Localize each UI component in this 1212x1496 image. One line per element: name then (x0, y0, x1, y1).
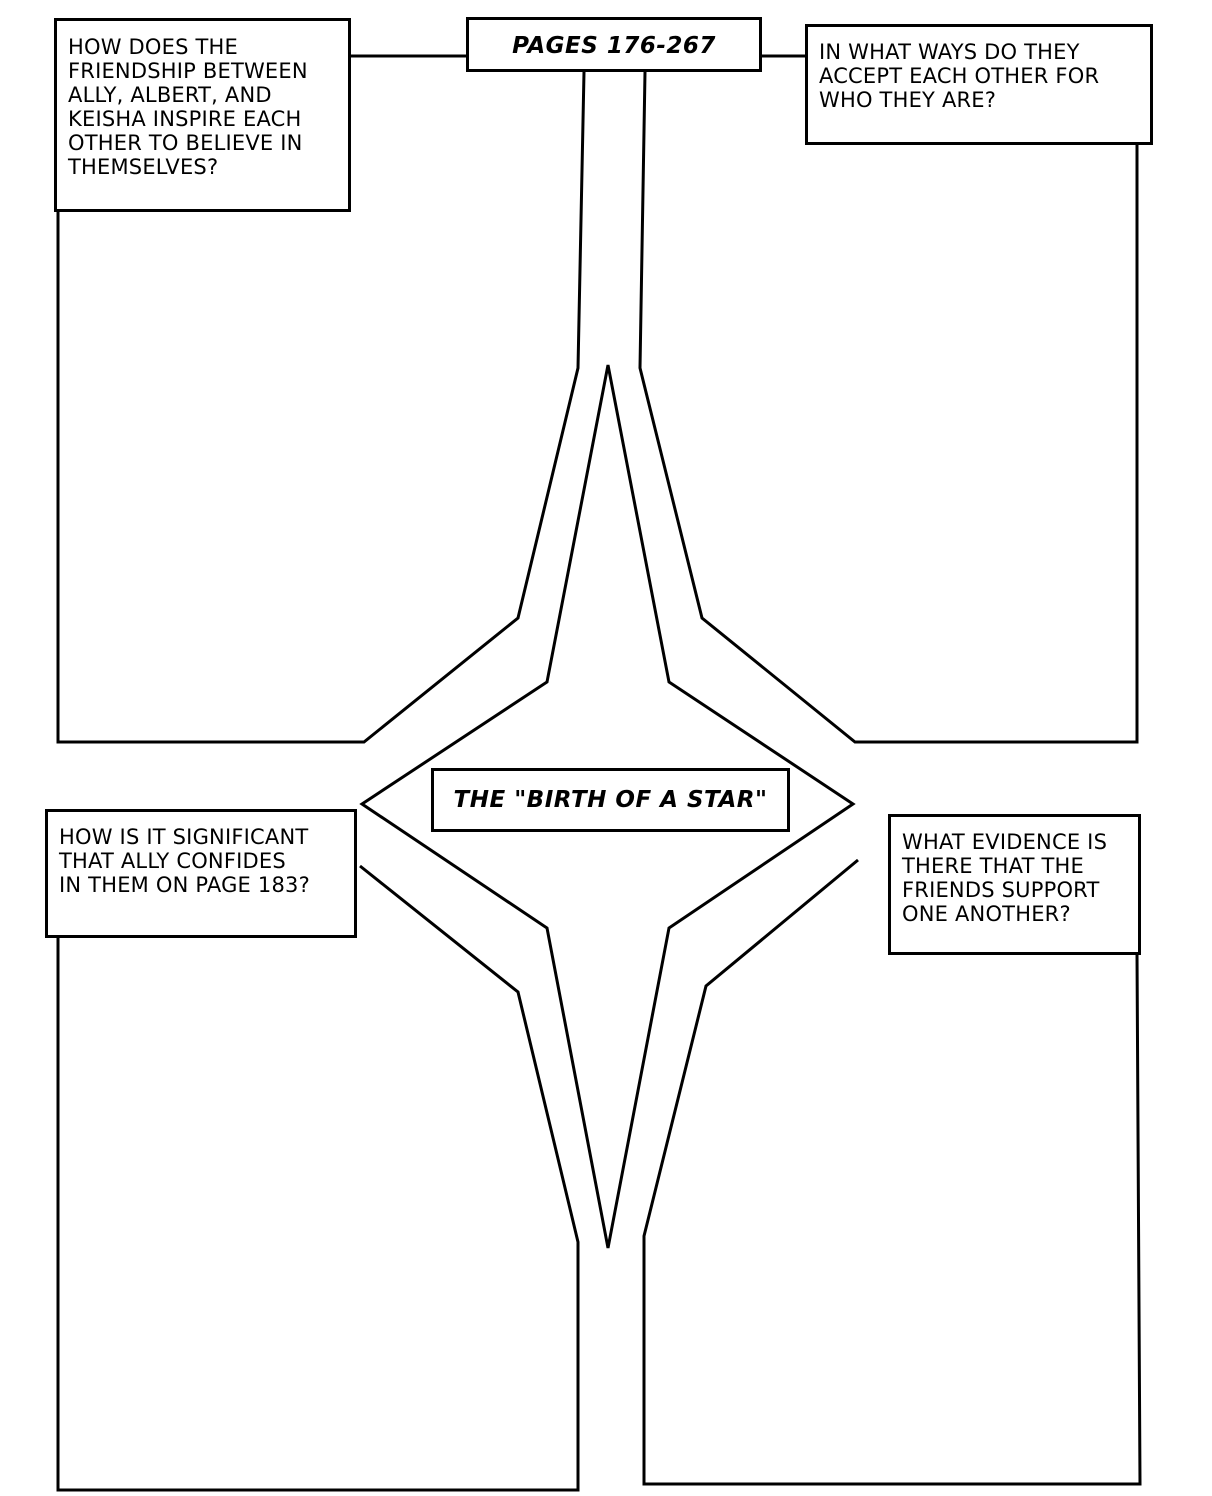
question-box-top-left: HOW DOES THE FRIENDSHIP BETWEEN ALLY, ALBERT, AND KEISHA INSPIRE EACH OTHER TO BELIEVE IN THEMSELVES? (54, 18, 351, 212)
question-box-bottom-left: HOW IS IT SIGNIFICANT THAT ALLY CONFIDES IN THEM ON PAGE 183? (45, 809, 357, 938)
center-label: THE "BIRTH OF A STAR" (431, 768, 790, 832)
page-range-title: PAGES 176-267 (466, 17, 762, 72)
question-box-bottom-right: WHAT EVIDENCE IS THERE THAT THE FRIENDS SUPPORT ONE ANOTHER? (888, 814, 1141, 955)
answer-area-top-right[interactable] (640, 72, 1137, 742)
question-box-top-right: IN WHAT WAYS DO THEY ACCEPT EACH OTHER FOR WHO THEY ARE? (805, 24, 1153, 145)
answer-area-bottom-left[interactable] (58, 866, 578, 1490)
